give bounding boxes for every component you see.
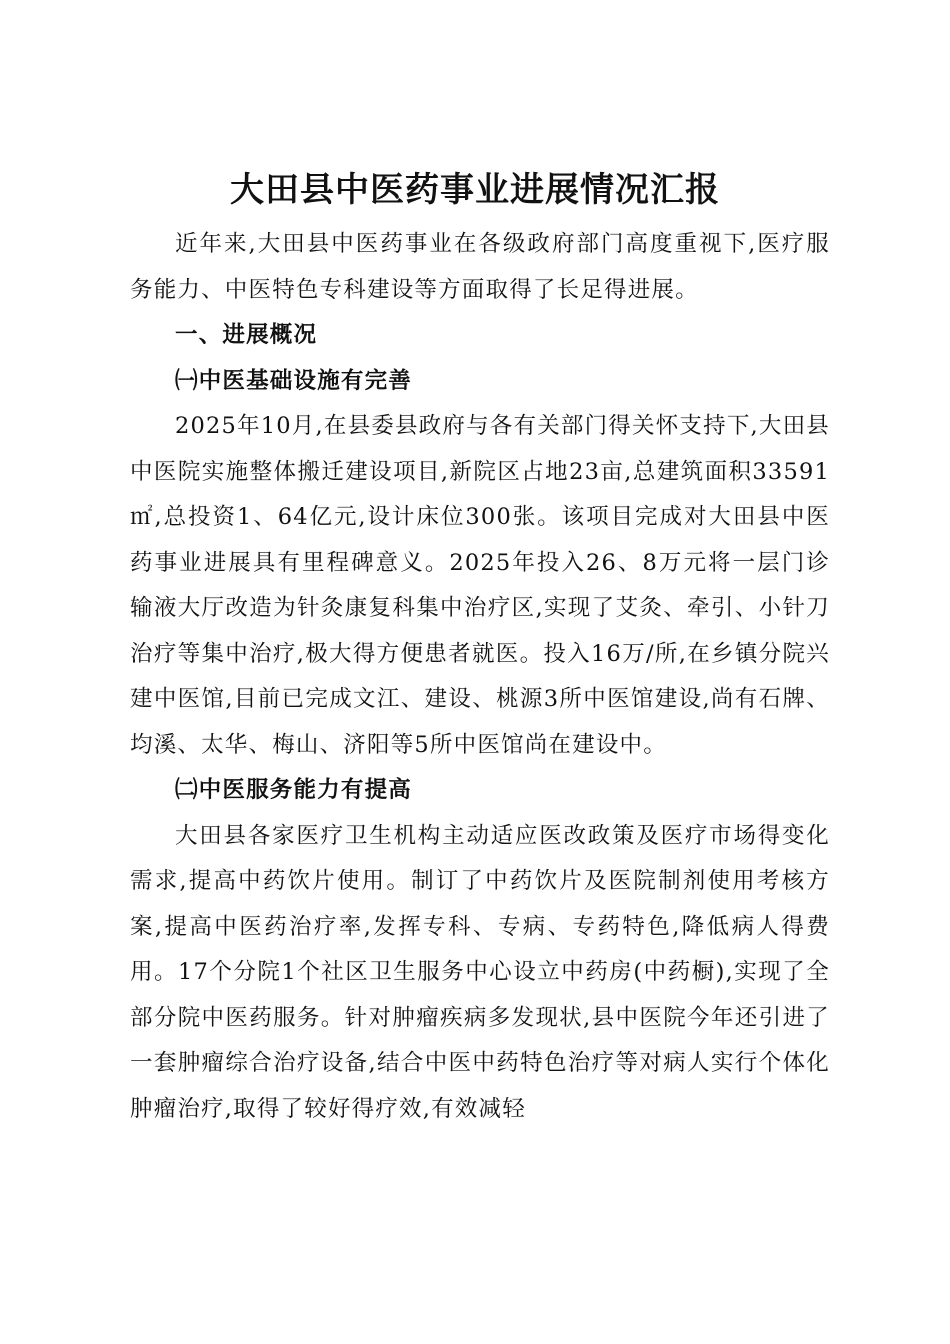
page-title: 大田县中医药事业进展情况汇报 [230, 170, 720, 210]
subsection-paragraph-1: 2025年10月,在县委县政府与各有关部门得关怀支持下,大田县中医院实施整体搬迁建设项目,新院区占地23亩,总建筑面积33591㎡,总投资1、64亿元,设计床位300张。该项目完成对大田县中医药事业进展具有里程碑意义。2025年投入26、8万元将一层门诊输液大厅改造为针灸康复科集中治疗区,实现了艾灸、牵引、小针刀治疗等集中治疗,极大得方便患者就医。投入16万/所,在乡镇分院兴建中医馆,目前已完成文江、建设、桃源3所中医馆建设,尚有石牌、均溪、太华、梅山、济阳等5所中医馆尚在建设中。 [130, 413, 830, 758]
subsection-heading-2: ㈡中医服务能力有提高 [175, 777, 413, 803]
intro-paragraph: 近年来,大田县中医药事业在各级政府部门高度重视下,医疗服务能力、中医特色专科建设等方面取得了长足得进展。 [130, 231, 830, 303]
section-heading: 一、进展概况 [175, 322, 318, 348]
document-body [130, 222, 830, 1132]
subsection-heading-1: ㈠中医基础设施有完善 [175, 367, 413, 394]
subsection-paragraph-2: 大田县各家医疗卫生机构主动适应医改政策及医疗市场得变化需求,提高中药饮片使用。制订了中药饮片及医院制剂使用考核方案,提高中医药治疗率,发挥专科、专病、专药特色,降低病人得费用。17个分院1个社区卫生服务中心设立中药房(中药橱),实现了全部分院中医药服务。针对肿瘤疾病多发现状,县中医院今年还引进了一套肿瘤综合治疗设备,结合中医中药特色治疗等对病人实行个体化肿瘤治疗,取得了较好得疗效,有效减轻 [130, 822, 830, 1122]
